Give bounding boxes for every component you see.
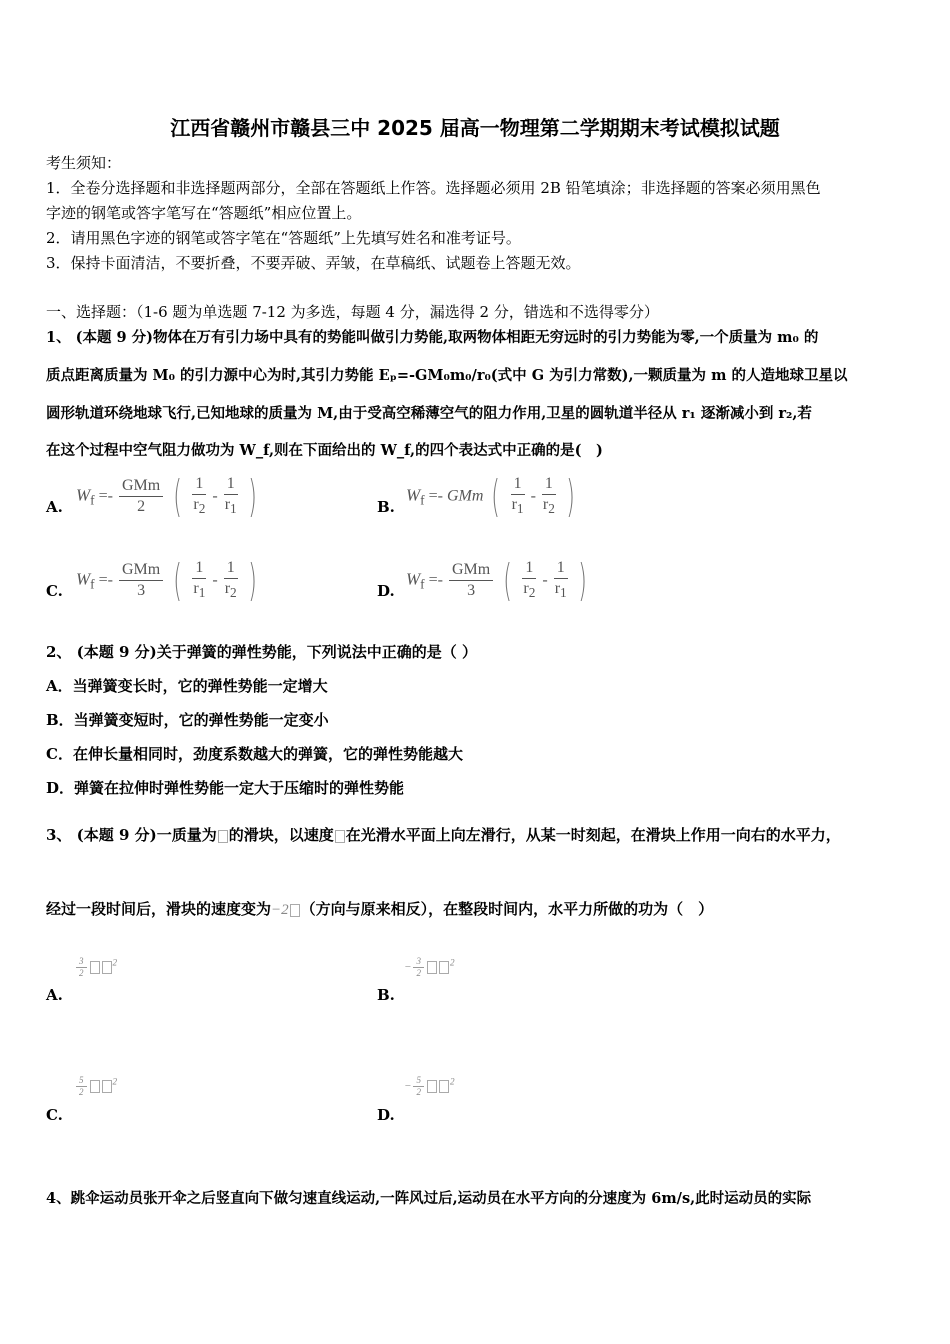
question-1-line: 质点距离质量为 M₀ 的引力源中心为时,其引力势能 Eₚ=-GM₀m₀/r₀(式中 G 为引力常数),一颗质量为 m 的人造地球卫星以	[46, 367, 848, 384]
page-title: 江西省赣州市赣县三中 2025 届高一物理第二学期期末考试模拟试题	[170, 116, 780, 140]
missing-symbol-icon	[290, 904, 300, 917]
question-2-option[interactable]: A．当弹簧变长时，它的弹性势能一定增大	[46, 677, 328, 695]
q3-option-c-label[interactable]: C.	[46, 1106, 63, 1124]
notice-heading: 考生须知：	[46, 154, 122, 172]
question-4-stem: 4、跳伞运动员张开伞之后竖直向下做匀速直线运动,一阵风过后,运动员在水平方向的分速度为 6m/s,此时运动员的实际	[46, 1190, 812, 1207]
question-2-stem: 2、 (本题 9 分)关于弹簧的弹性势能，下列说法中正确的是（ ）	[46, 643, 477, 661]
option-b-label[interactable]: B.	[377, 498, 395, 516]
q3-option-b-formula: − $\frac{3}{2}$ $^2$	[404, 956, 455, 978]
q3-option-c-formula: $\frac{5}{2}$ $^2$	[74, 1075, 117, 1098]
question-2-option[interactable]: D．弹簧在拉伸时弹性势能一定大于压缩时的弹性势能	[46, 779, 405, 797]
q3-option-d-label[interactable]: D.	[377, 1106, 395, 1124]
option-d-formula: $W_f$ =- $\frac{\text{GMm}}{3}$ ( $\frac{1}{r_2}$ - $\frac{1}{r_1}$ )	[406, 554, 587, 606]
option-a-label[interactable]: A.	[46, 498, 63, 516]
question-3-stem-2: 经过一段时间后，滑块的速度变为−2 （方向与原来相反），在整段时间内，水平力所做的功为（ ）	[46, 900, 714, 918]
q3-option-d-formula: − $\frac{5}{2}$ $^2$	[404, 1075, 455, 1097]
q3-option-a-label[interactable]: A.	[46, 986, 63, 1004]
option-c-label[interactable]: C.	[46, 582, 63, 600]
question-2-option[interactable]: C．在伸长量相同时，劲度系数越大的弹簧，它的弹性势能越大	[46, 745, 463, 763]
option-b-formula: $W_f$ =- GMm ( $\frac{1}{r_1}$ - $\frac{1}{r_2}$ )	[406, 470, 575, 522]
question-1-line: 1、 (本题 9 分)物体在万有引力场中具有的势能叫做引力势能,取两物体相距无穷远时的引力势能为零,一个质量为 m₀ 的	[46, 329, 819, 346]
q3-option-b-label[interactable]: B.	[377, 986, 395, 1004]
missing-symbol-icon	[218, 830, 228, 843]
section-heading: 一、选择题：（1-6 题为单选题 7-12 为多选，每题 4 分，漏选得 2 分，错选和不选得零分）	[46, 303, 659, 321]
option-c-formula: $W_f$ =- $\frac{\text{GMm}}{3}$ ( $\frac{1}{r_1}$ - $\frac{1}{r_2}$ )	[76, 554, 257, 606]
option-d-label[interactable]: D.	[377, 582, 395, 600]
notice-item: 2．请用黑色字迹的钢笔或答字笔在“答题纸”上先填写姓名和准考证号。	[46, 229, 521, 247]
notice-item: 字迹的钢笔或答字笔写在“答题纸”相应位置上。	[46, 204, 362, 222]
question-1-line: 圆形轨道环绕地球飞行,已知地球的质量为 M,由于受高空稀薄空气的阻力作用,卫星的圆轨道半径从 r₁ 逐渐减小到 r₂,若	[46, 405, 812, 422]
option-a-formula: $W_f$ =- $\frac{\text{GMm}}{2}$ ( $\frac{1}{r_2}$ - $\frac{1}{r_1}$ )	[76, 470, 257, 522]
question-3-stem: 3、 (本题 9 分)一质量为 的滑块，以速度 在光滑水平面上向左滑行，从某一时刻起，在滑块上作用一向右的水平力，	[46, 826, 841, 844]
missing-symbol-icon	[335, 830, 345, 843]
question-2-option[interactable]: B．当弹簧变短时，它的弹性势能一定变小	[46, 711, 329, 729]
q3-option-a-formula: $\frac{3}{2}$ $^2$	[74, 956, 117, 979]
notice-item: 1．全卷分选择题和非选择题两部分，全部在答题纸上作答。选择题必须用 2B 铅笔填涂；非选择题的答案必须用黑色	[46, 179, 821, 197]
question-1-line: 在这个过程中空气阻力做功为 W_f,则在下面给出的 W_f,的四个表达式中正确的是( )	[46, 442, 603, 459]
notice-item: 3．保持卡面清洁，不要折叠，不要弄破、弄皱，在草稿纸、试题卷上答题无效。	[46, 254, 581, 272]
